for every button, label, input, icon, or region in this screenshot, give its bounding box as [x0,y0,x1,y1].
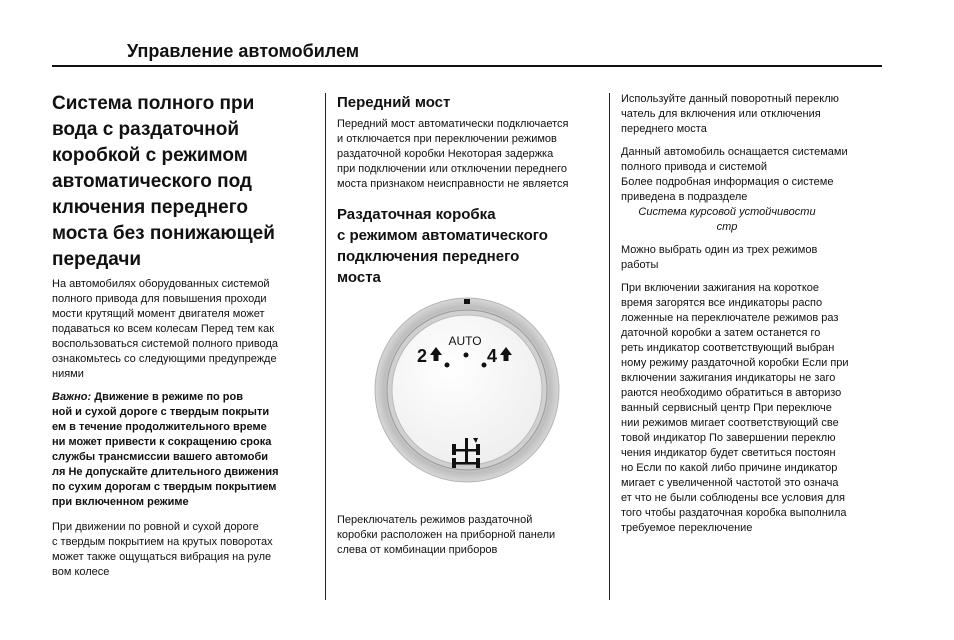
intro-paragraph: На автомобилях оборудованных системой полного привода для повышения проходи мости крутящий момент двигателя может подаваться ко всем колесам Перед тем как воспользоваться системой полного привода ознакомьтесь со следующими предупрежде ниями [52,278,279,380]
knob-label-auto: AUTO [448,334,482,348]
warning-paragraph [52,390,314,510]
knob-indicator-dot-right [482,363,487,368]
column-divider-2 [609,93,610,600]
front-axle-paragraph: Передний мост автоматически подключается и отключается при переключении режимов раздаточной коробки Некоторая задержка при подключении или отключении переднего моста признаком неисправности не является [337,118,569,190]
warning-label: Важно: [52,391,92,403]
knob-indicator-dot-left [445,363,450,368]
modes-paragraph: Можно выбрать один из трех режимов работы [621,244,818,271]
page-header-title: Управление автомобилем [127,41,360,61]
section-heading: Система полного при вода с раздаточной коробкой с режимом автоматического под ключения переднего моста без понижающей передачи [52,93,275,270]
header-rule [52,65,882,67]
column-divider-1 [325,93,326,600]
transfer-case-knob-illustration [372,295,562,485]
knob-label-2: 2 [416,346,428,366]
usage-paragraph: Используйте данный поворотный переклю чатель для включения или отключения переднего моста [621,93,839,135]
transfer-case-heading: Раздаточная коробка с режимом автоматического подключения переднего моста [337,206,548,286]
warning-text: Движение в режиме по ров ной и сухой дороге с твердым покрыти ем в течение продолжительного време ни может привести к сокращению срока службы трансмиссии вашего автомоби ля Не допускайте длительного движения по сухим дорогам с твердым покрытием при включенном режиме [52,391,279,508]
knob-position-marker [464,299,470,304]
column-middle [337,92,599,288]
knob-caption-block [337,513,599,558]
column-right [621,92,896,536]
knob-label-4: 4 [486,346,498,366]
system-info-paragraph: Данный автомобиль оснащается системами полного привода и системой Более подробная информация о системе приведена в подразделе [621,146,848,203]
note-paragraph: При движении по ровной и сухой дороге с твердым покрытием на крутых поворотах может также ощущаться вибрация на руле вом колесе [52,521,273,578]
front-axle-heading: Передний мост [337,94,451,111]
indicator-paragraph: При включении зажигания на короткое время загорятся все индикаторы распо ложенные на переключателе режимов раз даточной коробки а затем останется го реть индикатор соответствующий выбран ному режиму раздаточной коробки Если при включении зажигания индикаторы не заго раются необходимо обратиться в авторизо ванный сервисный центр При переключе нии режимов мигает соответствующий све товой индикатор По завершении переклю чения индикатор будет светиться постоян но Если по какой либо причине индикатор мигает с увеличенной частотой это означа ет что не были соблюдены все условия для того чтобы раздаточная коробка выполнила требуемое переключение [621,282,849,534]
stability-reference: Система курсовой устойчивости стр [638,206,816,233]
column-left [52,91,314,580]
knob-caption: Переключатель режимов раздаточной коробки расположен на приборной панели слева от комбинации приборов [337,514,556,556]
knob-indicator-dot-center [464,353,469,358]
